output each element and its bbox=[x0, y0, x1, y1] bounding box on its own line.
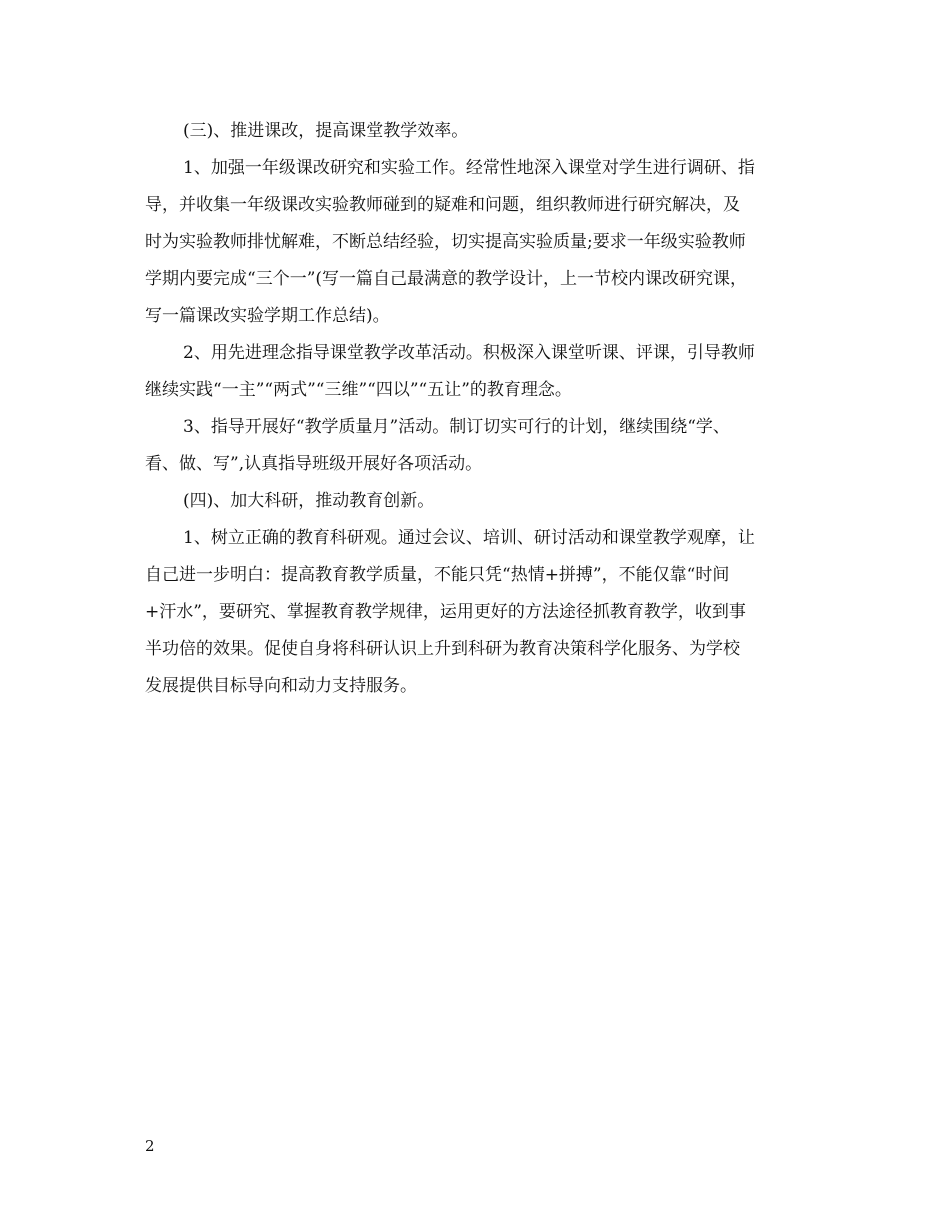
paragraph-line: 发展提供目标导向和动力支持服务。 bbox=[145, 676, 417, 696]
paragraph-line: 学期内要完成“三个一”(写一篇自己最满意的教学设计，上一节校内课改研究课， bbox=[145, 269, 748, 289]
paragraph-line: 1、树立正确的教育科研观。通过会议、培训、研讨活动和课堂教学观摩，让 bbox=[183, 528, 755, 548]
paragraph-line: 看、做、写”,认真指导班级开展好各项活动。 bbox=[145, 454, 483, 474]
section-heading-four: (四)、加大科研，推动教育创新。 bbox=[183, 491, 435, 511]
paragraph-line: 1、加强一年级课改研究和实验工作。经常性地深入课堂对学生进行调研、指 bbox=[183, 158, 755, 178]
paragraph-line: 导，并收集一年级课改实验教师碰到的疑难和问题，组织教师进行研究解决，及 bbox=[145, 195, 740, 215]
paragraph-line: 写一篇课改实验学期工作总结)。 bbox=[145, 306, 390, 326]
paragraph-line: 2、用先进理念指导课堂教学改革活动。积极深入课堂听课、评课，引导教师 bbox=[183, 343, 755, 363]
paragraph-line: 3、指导开展好“教学质量月”活动。制订切实可行的计划，继续围绕“学、 bbox=[183, 417, 730, 437]
section-heading-three: (三)、推进课改，提高课堂教学效率。 bbox=[183, 121, 469, 141]
paragraph-line: 继续实践“一主”“两式”“三维”“四以”“五让”的教育理念。 bbox=[145, 380, 572, 400]
paragraph-line: 半功倍的效果。促使自身将科研认识上升到科研为教育决策科学化服务、为学校 bbox=[145, 639, 740, 659]
paragraph-line: +汗水”，要研究、掌握教育教学规律，运用更好的方法途径抓教育教学，收到事 bbox=[145, 602, 746, 622]
page-number: 2 bbox=[145, 1137, 155, 1155]
paragraph-line: 时为实验教师排忧解难，不断总结经验，切实提高实验质量;要求一年级实验教师 bbox=[145, 232, 746, 252]
paragraph-line: 自己进一步明白：提高教育教学质量，不能只凭“热情+拼搏”，不能仅靠“时间 bbox=[145, 565, 730, 585]
